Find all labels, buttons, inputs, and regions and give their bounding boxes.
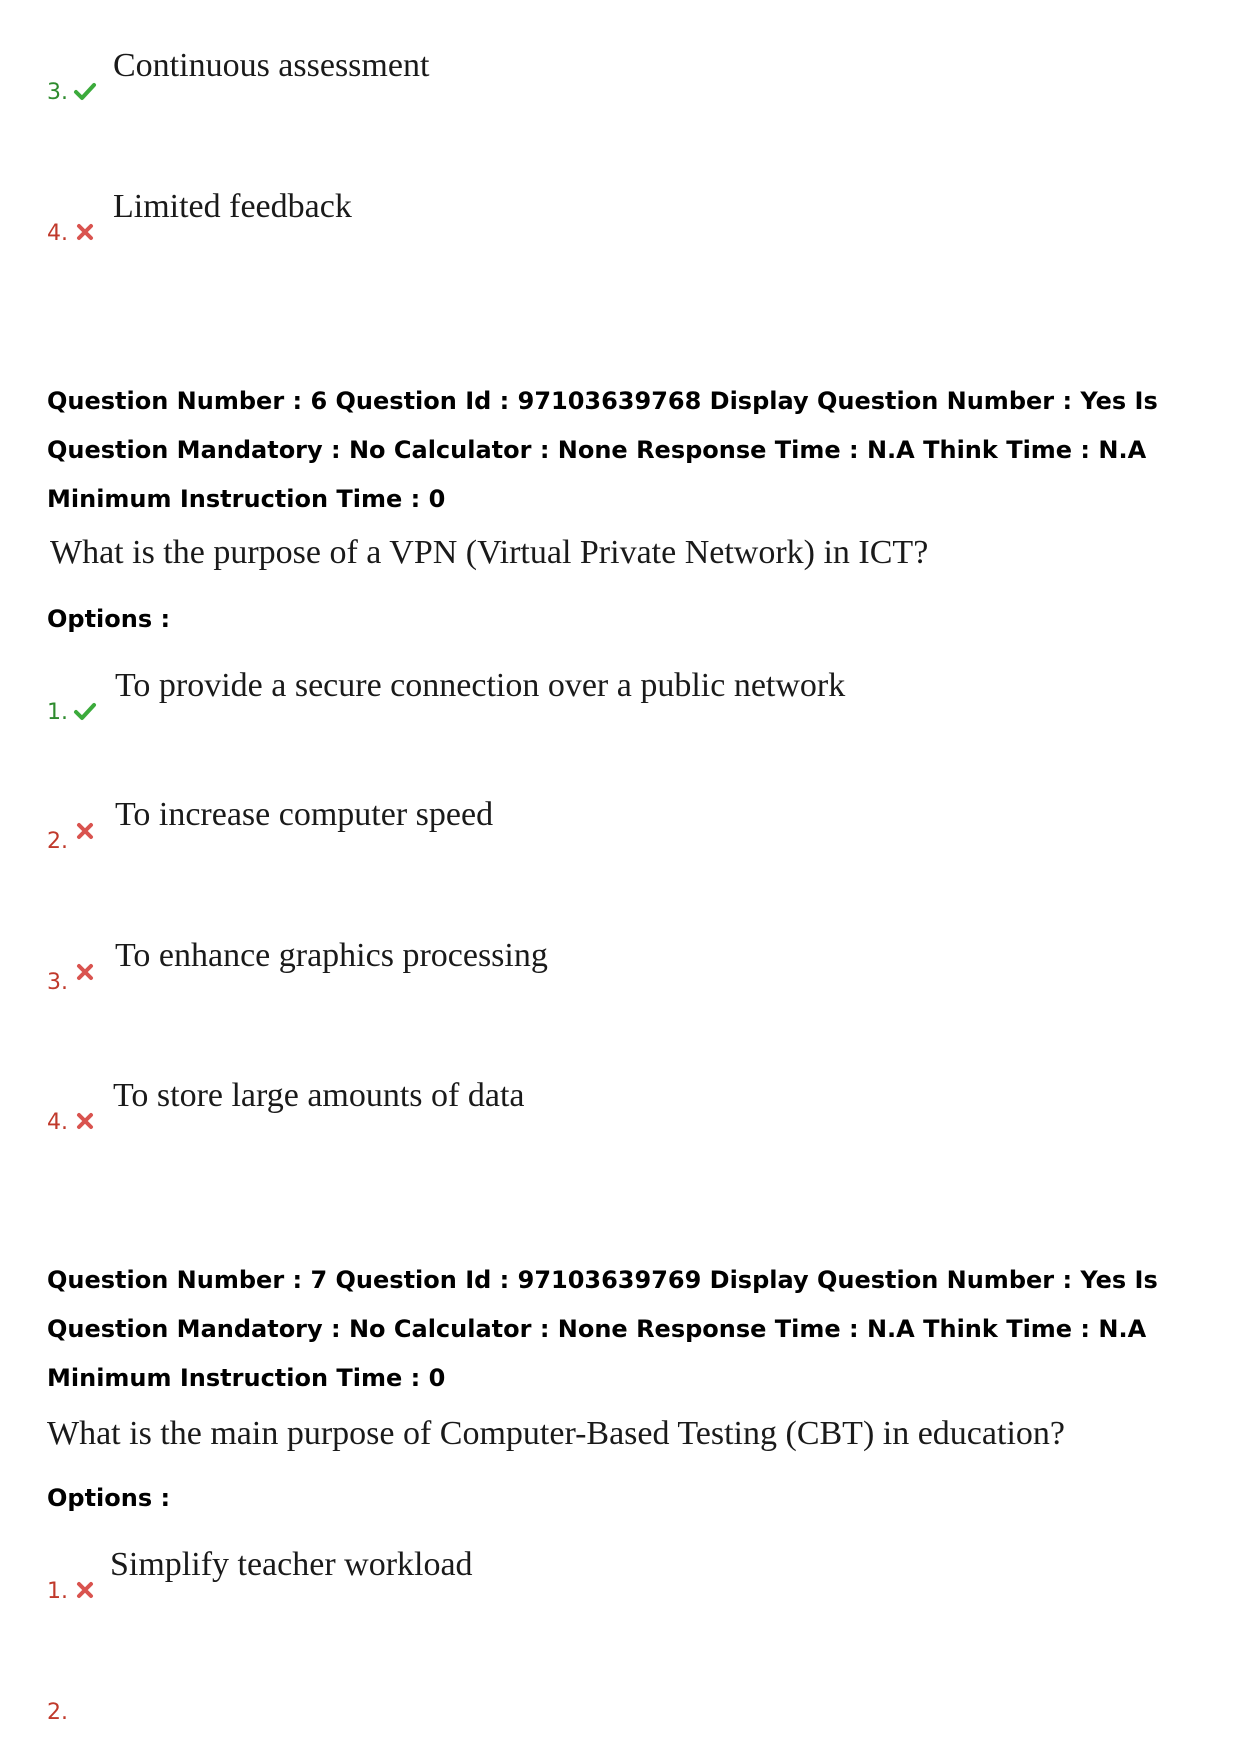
option-4-wrong bbox=[47, 187, 947, 247]
cross-icon bbox=[73, 220, 97, 244]
option-text: Limited feedback bbox=[113, 188, 352, 225]
option-text: To store large amounts of data bbox=[113, 1077, 525, 1114]
cross-icon bbox=[73, 1578, 97, 1602]
q6-option-1-correct bbox=[47, 666, 947, 726]
question-6-options-label: Options : bbox=[47, 605, 171, 633]
question-6-meta: Question Number : 6 Question Id : 97103639768 Display Question Number : Yes Is Question Mandatory : No Calculator : None Response Time : N.A Think Time : N.A Minimum Instruction Time : 0 bbox=[47, 387, 1158, 513]
option-text: To increase computer speed bbox=[115, 796, 494, 833]
question-6-text: What is the purpose of a VPN (Virtual Private Network) in ICT? bbox=[50, 534, 929, 571]
option-number: 3. bbox=[47, 970, 68, 995]
option-number: 3. bbox=[47, 80, 68, 105]
question-7-meta: Question Number : 7 Question Id : 97103639769 Display Question Number : Yes Is Question Mandatory : No Calculator : None Response Time : N.A Think Time : N.A Minimum Instruction Time : 0 bbox=[47, 1266, 1158, 1392]
question-7-text: What is the main purpose of Computer-Based Testing (CBT) in education? bbox=[47, 1415, 1065, 1452]
check-icon bbox=[73, 79, 97, 103]
option-text: Simplify teacher workload bbox=[110, 1546, 473, 1583]
option-3-correct bbox=[47, 46, 947, 106]
option-number: 2. bbox=[47, 829, 68, 854]
option-number: 4. bbox=[47, 221, 68, 246]
question-7-options-label: Options : bbox=[47, 1484, 171, 1512]
cross-icon bbox=[73, 1109, 97, 1133]
option-number: 2. bbox=[47, 1700, 68, 1725]
option-text: To provide a secure connection over a public network bbox=[115, 667, 846, 704]
q7-option-2 bbox=[47, 1666, 947, 1726]
option-number: 4. bbox=[47, 1110, 68, 1135]
option-text: Continuous assessment bbox=[113, 47, 430, 84]
cross-icon bbox=[73, 819, 97, 843]
q7-option-1-wrong bbox=[47, 1545, 947, 1605]
q6-option-3-wrong bbox=[47, 936, 947, 996]
option-number: 1. bbox=[47, 1579, 68, 1604]
check-icon bbox=[73, 699, 97, 723]
q6-option-4-wrong bbox=[47, 1076, 947, 1136]
cross-icon bbox=[73, 960, 97, 984]
q6-option-2-wrong bbox=[47, 795, 947, 855]
option-number: 1. bbox=[47, 700, 68, 725]
option-text: To enhance graphics processing bbox=[115, 937, 548, 974]
